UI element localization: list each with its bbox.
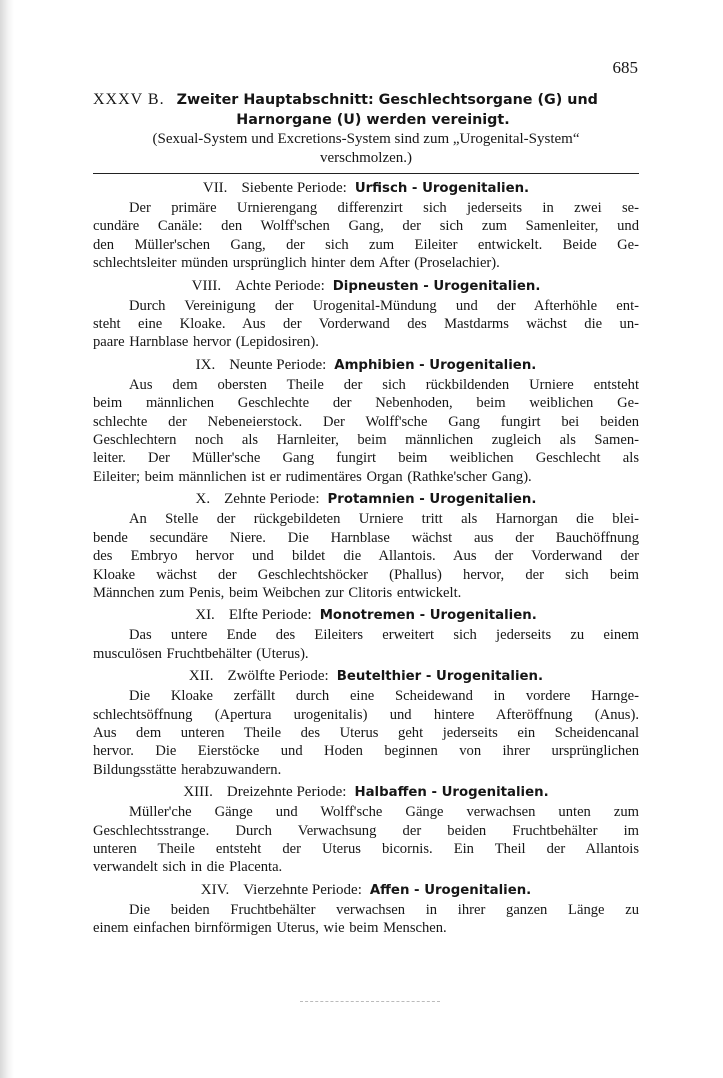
- period-title: Beutelthier - Urogenitalien.: [336, 669, 544, 685]
- paragraph-line: Aus dem unteren Theile des Uterus geht jederseits ein Scheidencanal: [93, 724, 639, 741]
- period-heading: [93, 605, 639, 626]
- paragraph-line: schlechte der Nebeneierstock. Der Wolff'sche Gang fungirt bei beiden: [93, 413, 639, 430]
- period-title: Protamnien - Urogenitalien.: [327, 492, 537, 508]
- paragraph-line: Durch Vereinigung der Urogenital-Mündung und der Afterhöhle ent-: [129, 297, 639, 314]
- period-label: Zehnte Periode:: [224, 491, 320, 508]
- period-heading: [93, 880, 639, 901]
- period-paragraph: [93, 626, 639, 663]
- period-paragraph: [93, 376, 639, 486]
- paragraph-line: den Müller'schen Gang, der sich zum Eileiter entwickelt. Beide Ge-: [93, 236, 639, 253]
- footer-mark: [300, 1001, 440, 1002]
- paragraph-line: beim männlichen Geschlechte der Nebenhoden, beim weiblichen Ge-: [93, 395, 639, 412]
- period-paragraph: [93, 199, 639, 273]
- period-label: Neunte Periode:: [229, 356, 327, 373]
- paragraph-line: Müller'che Gänge und Wolff'sche Gänge verwachsen unten zum: [129, 804, 639, 821]
- subtitle-line-1: (Sexual-System und Excretions-System sind zum „Urogenital-System“: [152, 131, 580, 147]
- period-title: Monotremen - Urogenitalien.: [319, 608, 537, 624]
- subtitle: [93, 130, 639, 168]
- subtitle-line-2: verschmolzen.): [319, 150, 413, 166]
- period-paragraph: [93, 687, 639, 779]
- main-heading: [93, 90, 639, 130]
- period-heading: [93, 178, 639, 199]
- paragraph-line: Der primäre Urnierengang differenzirt sich jederseits in zwei se-: [129, 200, 639, 216]
- period-title: Dipneusten - Urogenitalien.: [332, 278, 541, 294]
- period-label: Achte Periode:: [235, 277, 325, 294]
- period-numeral: XIII.: [183, 784, 213, 801]
- period-numeral: IX.: [195, 356, 216, 373]
- paragraph-line: paare Harnblase hervor (Lepidosiren).: [93, 334, 319, 351]
- periods-list: [93, 178, 639, 941]
- period-numeral: VIII.: [191, 277, 222, 294]
- paragraph-line: unteren Theile entsteht der Uterus bicornis. Ein Theil der Allantois: [93, 840, 639, 857]
- period-title: Halbaffen - Urogenitalien.: [354, 785, 549, 801]
- paragraph-line: einem einfachen birnförmigen Uterus, wie beim Menschen.: [93, 920, 447, 937]
- period-numeral: VII.: [202, 180, 228, 196]
- paragraph-line: cundäre Canäle: den Wolff'schen Gang, der sich zum Samenleiter, und: [93, 218, 639, 235]
- period-heading: [93, 355, 639, 376]
- period-paragraph: [93, 510, 639, 602]
- period-heading: [93, 666, 639, 687]
- period-numeral: XII.: [188, 668, 214, 685]
- paragraph-line: Die beiden Fruchtbehälter verwachsen in ihrer ganzen Länge zu: [129, 901, 639, 918]
- period-numeral: XI.: [195, 607, 215, 624]
- heading-line-2-text: Harnorgane (U) werden vereinigt.: [236, 112, 510, 128]
- paragraph-line: Kloake wächst der Geschlechtshöcker (Phallus) hervor, der sich beim: [93, 566, 639, 583]
- period-paragraph: [93, 803, 639, 877]
- period-paragraph: [93, 297, 639, 352]
- main-heading-line-2: [93, 110, 639, 130]
- paragraph-line: des Embryo hervor und bildet die Allantois. Aus der Vorderwand der: [93, 548, 639, 565]
- paragraph-line: Eileiter; beim männlichen ist er rudimentäres Organ (Rathke'scher Gang).: [93, 468, 532, 485]
- paragraph-line: bende secundäre Niere. Die Harnblase wächst aus der Bauchöffnung: [93, 529, 639, 546]
- period-heading: [93, 276, 639, 297]
- paragraph-line: An Stelle der rückgebildeten Urniere tritt als Harnorgan die blei-: [129, 511, 639, 528]
- paragraph-line: leiter. Der Müller'sche Gang fungirt beim weiblichen Geschlecht als: [93, 450, 639, 467]
- period-label: Dreizehnte Periode:: [226, 784, 347, 801]
- period-label: Vierzehnte Periode:: [243, 881, 362, 898]
- paragraph-line: musculösen Fruchtbehälter (Uterus).: [93, 645, 309, 662]
- paragraph-line: steht eine Kloake. Aus der Vorderwand des Mastdarms wächst die un-: [93, 316, 639, 333]
- period-heading: [93, 489, 639, 510]
- heading-line-1-text: Zweiter Hauptabschnitt: Geschlechtsorgane (G) und: [176, 92, 598, 108]
- main-heading-line-1: [93, 90, 639, 110]
- paragraph-line: schlechtsleiter münden ursprünglich hinter dem After (Proselachier).: [93, 255, 500, 272]
- period-title: Urfisch - Urogenitalien.: [354, 181, 530, 196]
- page-number: 685: [612, 58, 638, 77]
- paragraph-line: Die Kloake zerfällt durch eine Scheidewand in vordere Harnge-: [129, 688, 639, 705]
- paragraph-line: Bildungsstätte herabzuwandern.: [93, 761, 282, 778]
- part-label: XXXV B.: [93, 91, 165, 108]
- page-edge-shadow: [0, 0, 14, 1078]
- period-numeral: XIV.: [200, 881, 230, 898]
- paragraph-line: Das untere Ende des Eileiters erweitert sich jederseits zu einem: [129, 627, 639, 644]
- paragraph-line: Aus dem obersten Theile der sich rückbildenden Urniere entsteht: [129, 376, 639, 393]
- period-label: Zwölfte Periode:: [227, 668, 329, 685]
- paragraph-line: schlechtsöffnung (Apertura urogenitalis) und hintere Afteröffnung (Anus).: [93, 706, 639, 723]
- period-label: Elfte Periode:: [228, 607, 312, 624]
- paragraph-line: verwandelt sich in die Placenta.: [93, 859, 283, 876]
- paragraph-line: hervor. Die Eierstöcke und Hoden beginnen von ihrer ursprünglichen: [93, 743, 639, 760]
- period-title: Affen - Urogenitalien.: [369, 882, 532, 898]
- period-label: Siebente Periode:: [241, 180, 347, 196]
- period-title: Amphibien - Urogenitalien.: [334, 357, 537, 373]
- period-numeral: X.: [195, 491, 211, 508]
- paragraph-line: Geschlechtern noch als Harnleiter, beim männlichen zugleich als Samen-: [93, 432, 639, 449]
- period-paragraph: [93, 901, 639, 938]
- heading-divider: [93, 173, 639, 174]
- paragraph-line: Männchen zum Penis, beim Weibchen zur Clitoris entwickelt.: [93, 584, 462, 601]
- paragraph-line: Geschlechtsstrange. Durch Verwachsung der beiden Fruchtbehälter im: [93, 822, 639, 839]
- period-heading: [93, 782, 639, 803]
